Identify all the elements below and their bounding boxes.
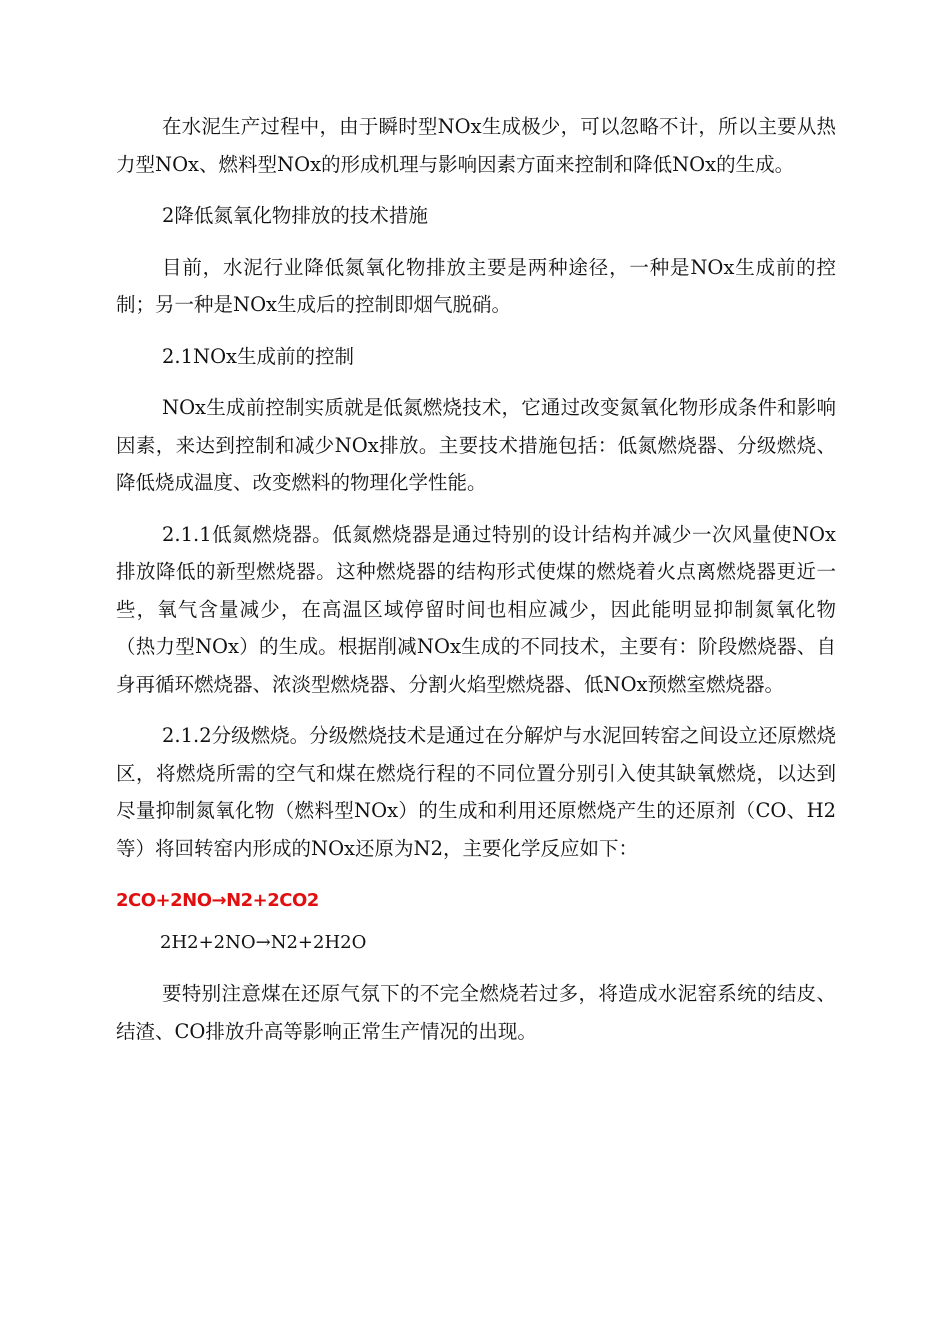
document-body [116, 108, 836, 1050]
equation-h2-no: 2H2+2NO→N2+2H2O [160, 932, 367, 953]
equation-co-no: 2CO+2NO→N2+2CO2 [116, 890, 319, 911]
paragraph-staged-combustion: 2.1.2分级燃烧。分级燃烧技术是通过在分解炉与水泥回转窑之间设立还原燃烧区，将燃烧所需的空气和煤在燃烧行程的不同位置分别引入使其缺氧燃烧，以达到尽量抑制氮氧化物（燃料型NOx）的生成和利用还原燃烧产生的还原剂（CO、H2等）将回转窑内形成的NOx还原为N2，主要化学反应如下： [116, 724, 836, 860]
paragraph-warning: 要特别注意煤在还原气氛下的不完全燃烧若过多，将造成水泥窑系统的结皮、结渣、CO排放升高等影响正常生产情况的出现。 [116, 982, 836, 1043]
section-heading-2: 2降低氮氧化物排放的技术措施 [162, 204, 428, 227]
section-heading-2-1: 2.1NOx生成前的控制 [162, 344, 355, 368]
paragraph-intro: 在水泥生产过程中，由于瞬时型NOx生成极少，可以忽略不计，所以主要从热力型NOx、燃料型NOx的形成机理与影响因素方面来控制和降低NOx的生成。 [116, 115, 836, 176]
paragraph-approaches: 目前，水泥行业降低氮氧化物排放主要是两种途径，一种是NOx生成前的控制；另一种是NOx生成后的控制即烟气脱硝。 [116, 255, 836, 316]
paragraph-low-nox-burner: 2.1.1低氮燃烧器。低氮燃烧器是通过特别的设计结构并减少一次风量使NOx排放降低的新型燃烧器。这种燃烧器的结构形式使煤的燃烧着火点离燃烧器更近一些，氧气含量减少，在高温区域停留时间也相应减少，因此能明显抑制氮氧化物（热力型NOx）的生成。根据削减NOx生成的不同技术，主要有：阶段燃烧器、自身再循环燃烧器、浓淡型燃烧器、分割火焰型燃烧器、低NOx预燃室燃烧器。 [116, 522, 836, 696]
paragraph-low-nitrogen: NOx生成前控制实质就是低氮燃烧技术，它通过改变氮氧化物形成条件和影响因素，来达到控制和减少NOx排放。主要技术措施包括：低氮燃烧器、分级燃烧、降低烧成温度、改变燃料的物理化学性能。 [116, 396, 836, 494]
